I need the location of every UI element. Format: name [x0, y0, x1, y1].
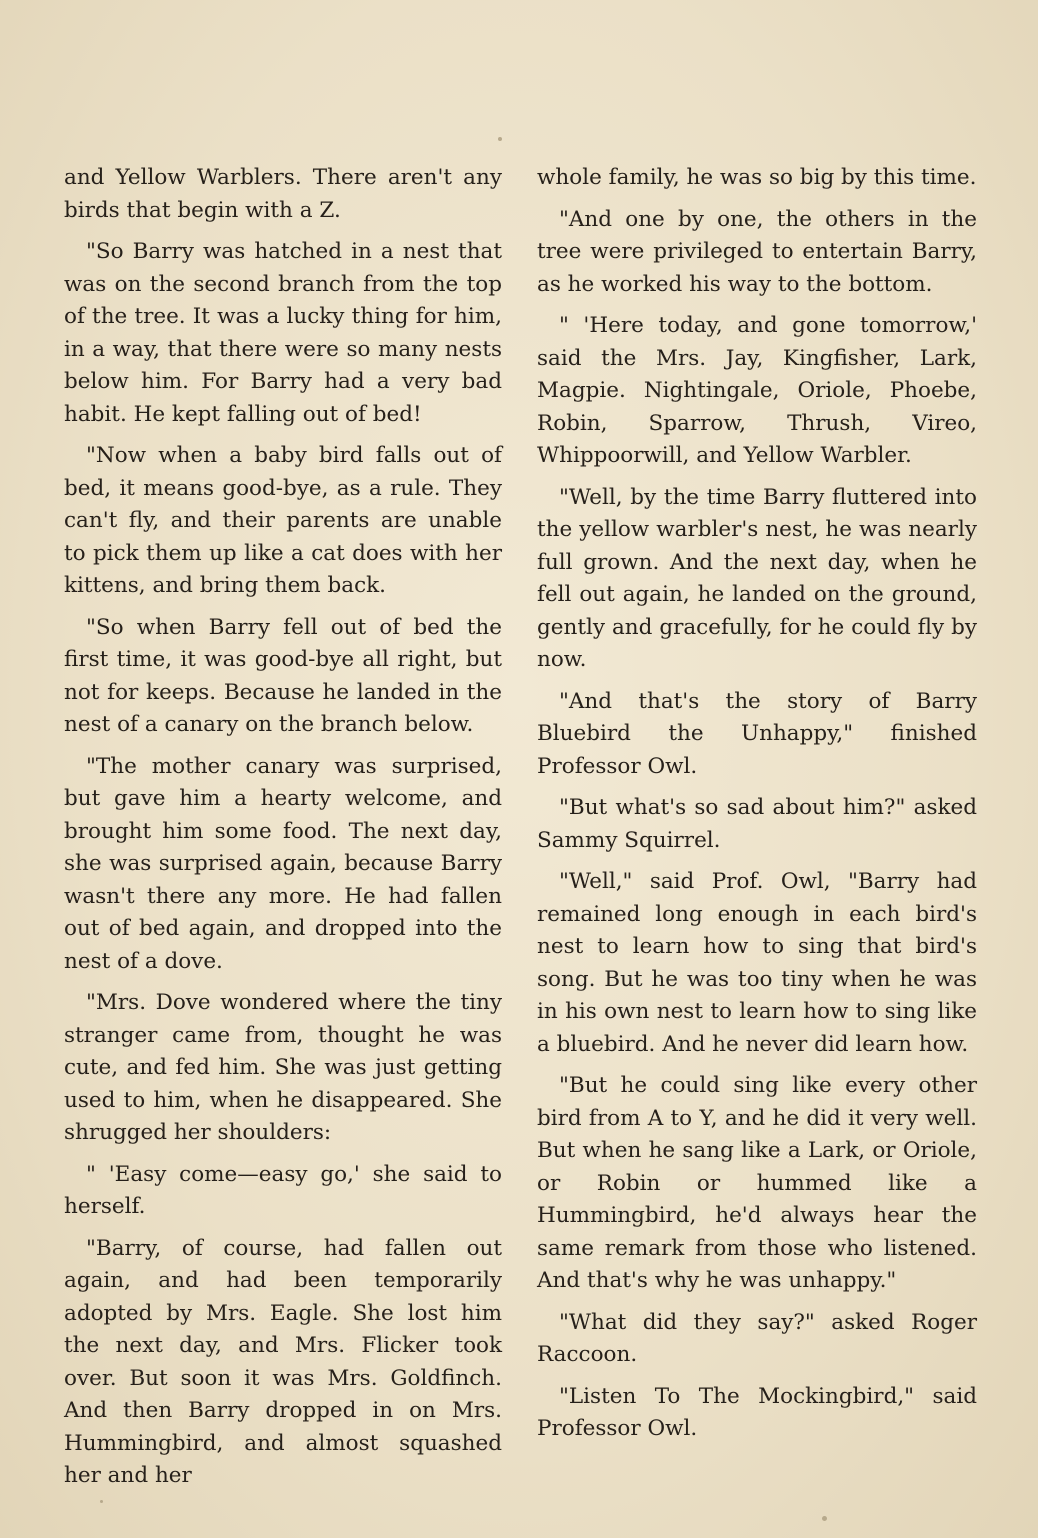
paragraph: "But what's so sad about him?" asked Sammy Squirrel. — [537, 795, 977, 853]
paragraph: "And one by one, the others in the tree were privileged to entertain Barry, as he worked his way to the bottom. — [537, 206, 977, 297]
paragraph: "Now when a baby bird falls out of bed, it means good-bye, as a rule. They can't fly, and their parents are unable to pick them up like a cat does with her kittens, and bring them back. — [64, 443, 502, 598]
paragraph: "Listen To The Mockingbird," said Professor Owl. — [537, 1383, 977, 1441]
paragraph: and Yellow Warblers. There aren't any birds that begin with a Z. — [64, 165, 502, 223]
paragraph: "What did they say?" asked Roger Raccoon. — [537, 1309, 977, 1367]
paragraph: "Mrs. Dove wondered where the tiny stranger came from, thought he was cute, and fed him. She was just getting used to him, when he disappeared. She shrugged her shoulders: — [64, 990, 502, 1145]
paragraph: "So when Barry fell out of bed the first time, it was good-bye all right, but not for keeps. Because he landed in the nest of a canary on the branch below. — [64, 614, 502, 737]
paragraph: whole family, he was so big by this time. — [537, 165, 977, 190]
right-column — [537, 162, 977, 1455]
paper-speck — [498, 137, 502, 141]
paper-speck — [822, 1516, 827, 1521]
paragraph: "The mother canary was surprised, but gave him a hearty welcome, and brought him some food. The next day, she was surprised again, because Barry wasn't there any more. He had fallen out of bed again, and dropped into the nest of a dove. — [64, 753, 502, 974]
paragraph: " 'Here today, and gone tomorrow,' said the Mrs. Jay, Kingfisher, Lark, Magpie. Nightingale, Oriole, Phoebe, Robin, Sparrow, Thrush, Vireo, Whippoorwill, and Yellow Warbler. — [537, 313, 977, 468]
paragraph: "Well," said Prof. Owl, "Barry had remained long enough in each bird's nest to learn how to sing that bird's song. But he was too tiny when he was in his own nest to learn how to sing like a bluebird. And he never did learn how. — [537, 869, 977, 1057]
paragraph: "So Barry was hatched in a nest that was on the second branch from the top of the tree. It was a lucky thing for him, in a way, that there were so many nests below him. For Barry had a very bad habit. He kept falling out of bed! — [64, 239, 502, 427]
paragraph: "Well, by the time Barry fluttered into the yellow warbler's nest, he was nearly full grown. And the next day, when he fell out again, he landed on the ground, gently and gracefully, for he could fly by now. — [537, 484, 977, 672]
paragraph: " 'Easy come—easy go,' she said to herself. — [64, 1161, 502, 1219]
paragraph: "And that's the story of Barry Bluebird the Unhappy," finished Professor Owl. — [537, 688, 977, 779]
paragraph: "Barry, of course, had fallen out again, and had been temporarily adopted by Mrs. Eagle. She lost him the next day, and Mrs. Flicker took over. But soon it was Mrs. Goldfinch. And then Barry dropped in on Mrs. Hummingbird, and almost squashed her and her — [64, 1235, 502, 1488]
left-column — [64, 162, 502, 1502]
paragraph: "But he could sing like every other bird from A to Y, and he did it very well. But when he sang like a Lark, or Oriole, or Robin or hummed like a Hummingbird, he'd always hear the same remark from those who listened. And that's why he was unhappy." — [537, 1073, 977, 1293]
